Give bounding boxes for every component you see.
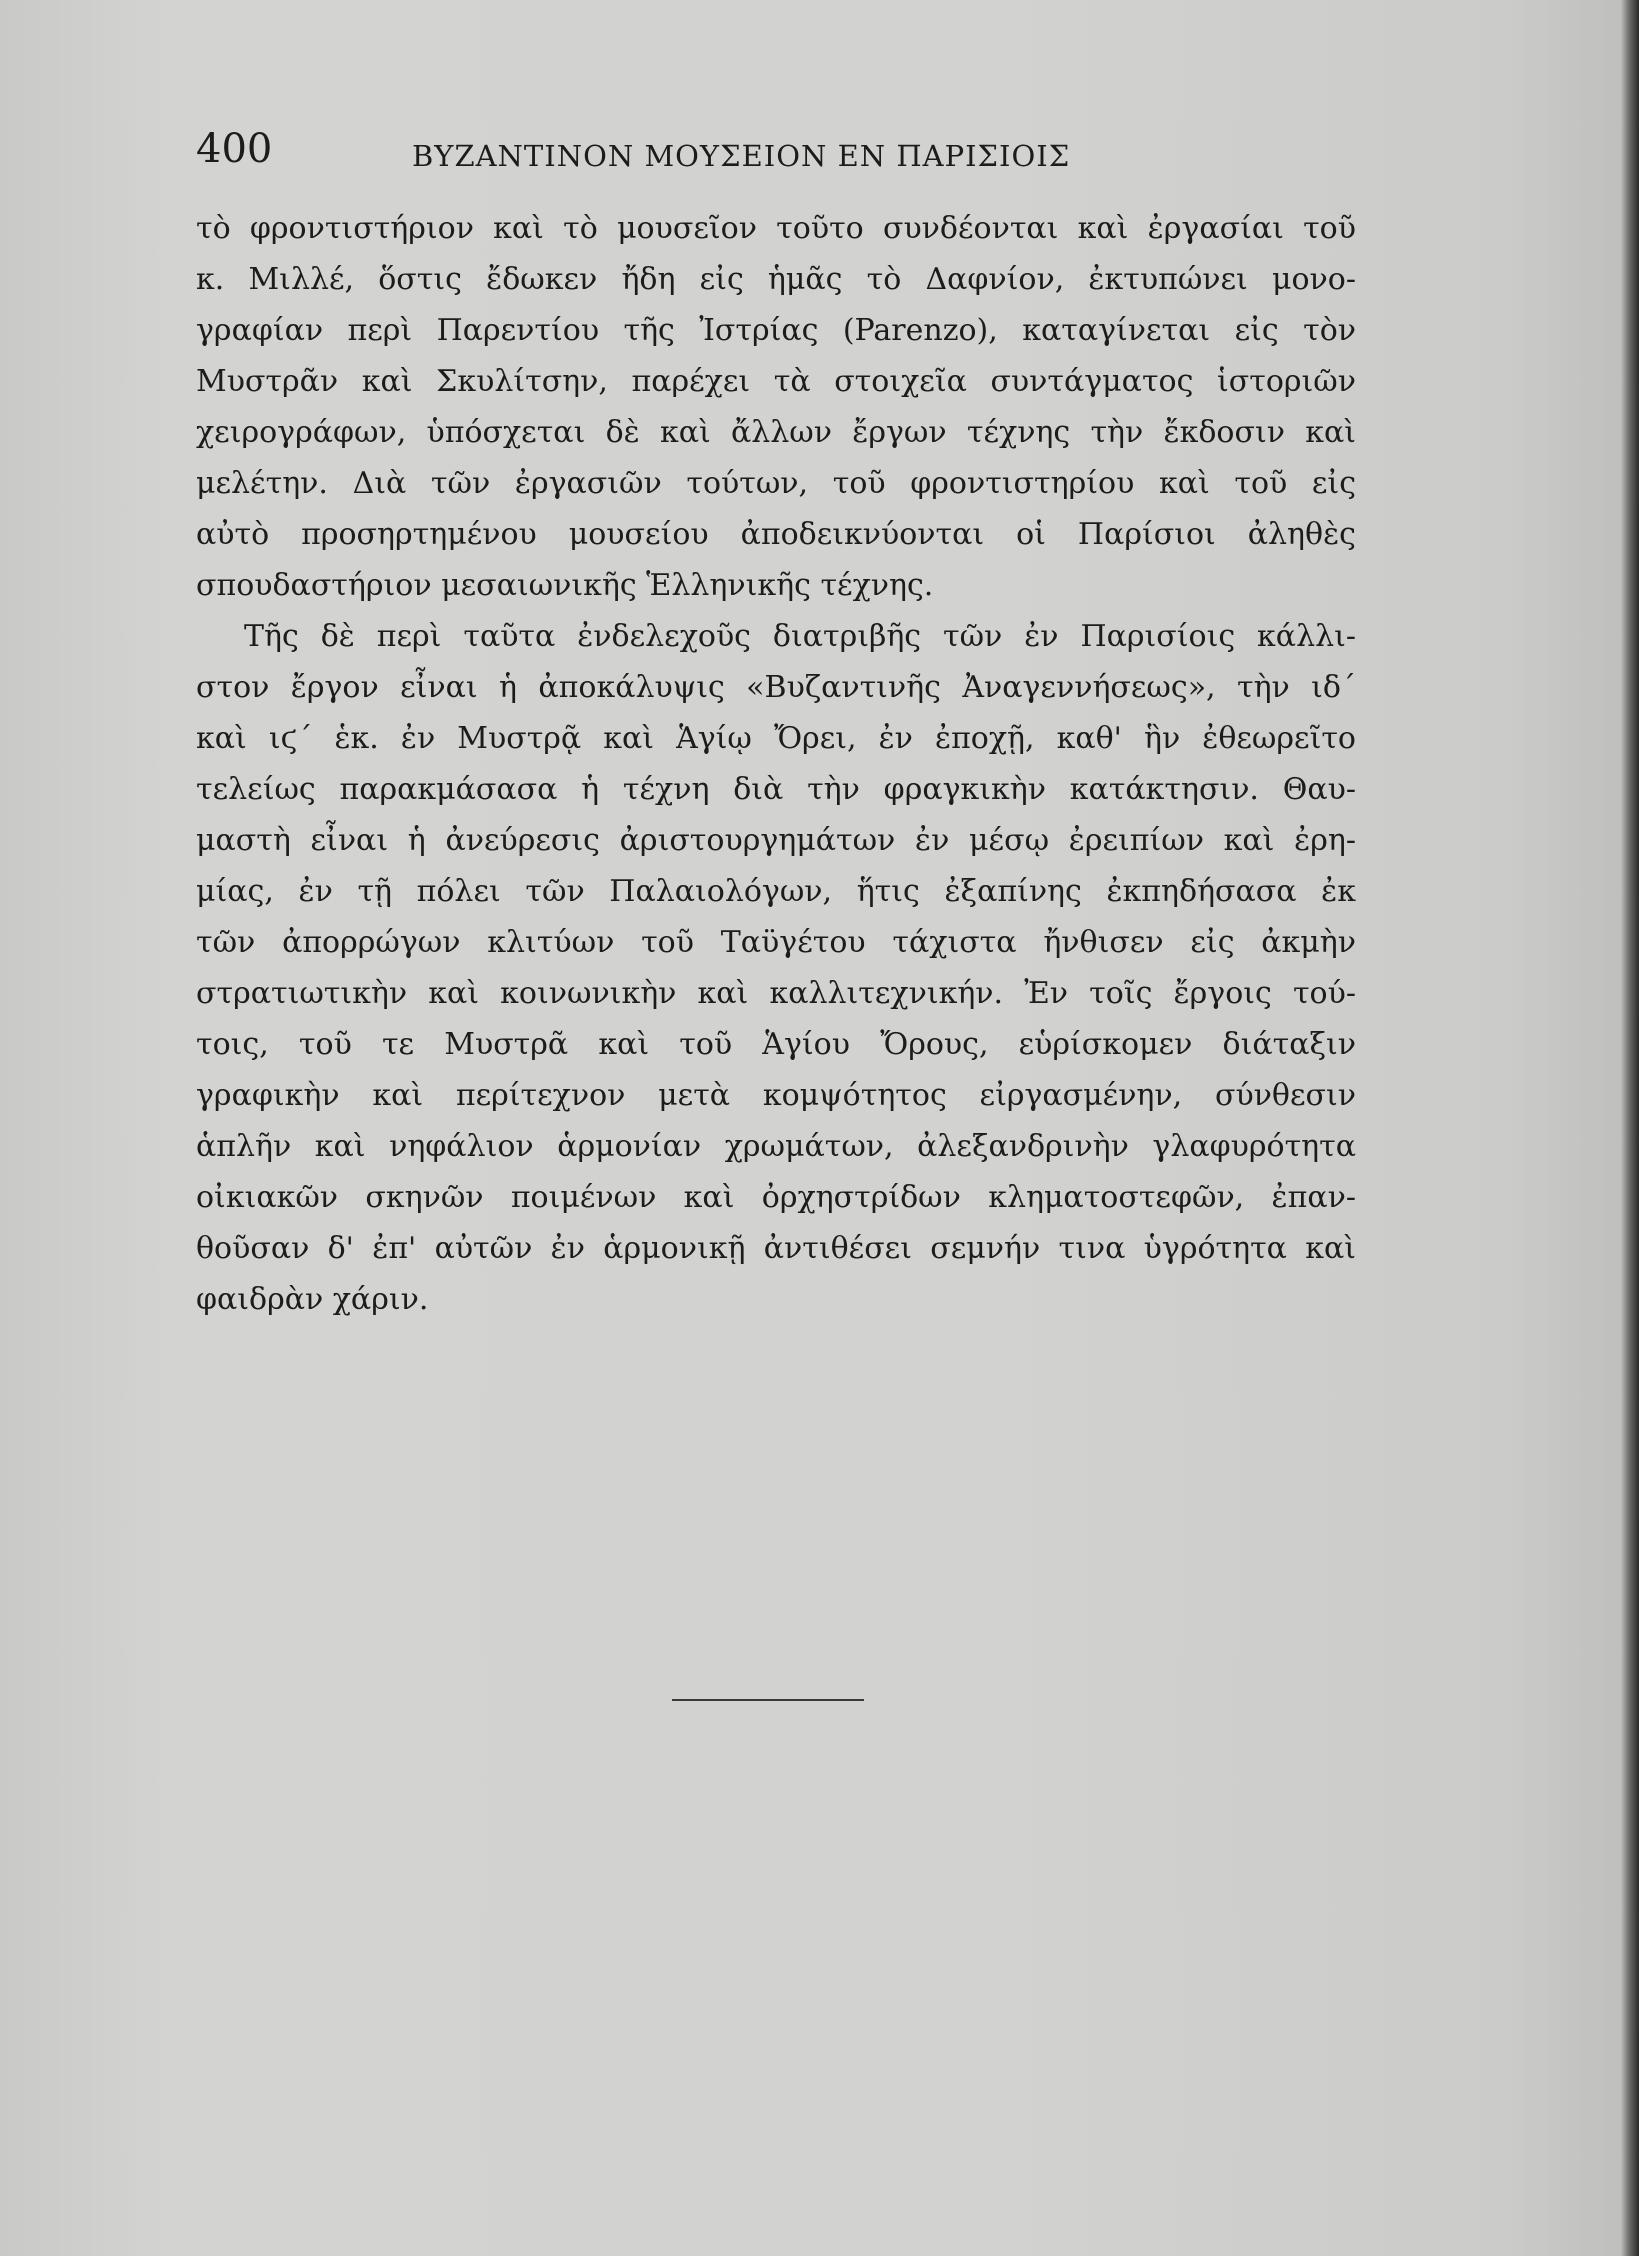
text-line: θοῦσαν δ' ἐπ' αὐτῶν ἐν ἁρμονικῇ ἀντιθέσει σεμνήν τινα ὑγρότητα καὶ: [196, 1231, 1356, 1266]
page-number: 400: [196, 126, 273, 172]
text-line: οἰκιακῶν σκηνῶν ποιμένων καὶ ὀρχηστρίδων κληματοστεφῶν, ἐπαν-: [196, 1180, 1356, 1215]
text-line: στον ἔργον εἶναι ἡ ἀποκάλυψις «Βυζαντινῆς Ἀναγεννήσεως», τὴν ιδ´: [196, 670, 1356, 705]
text-line: Μυστρᾶν καὶ Σκυλίτσην, παρέχει τὰ στοιχεῖα συντάγματος ἱστοριῶν: [196, 364, 1356, 399]
text-line: τελείως παρακμάσασα ἡ τέχνη διὰ τὴν φραγκικὴν κατάκτησιν. Θαυ-: [196, 772, 1356, 807]
section-end-rule: [672, 1699, 864, 1701]
text-line: γραφίαν περὶ Παρεντίου τῆς Ἰστρίας (Parenzo), καταγίνεται εἰς τὸν: [196, 313, 1356, 348]
text-line: σπουδαστήριον μεσαιωνικῆς Ἑλληνικῆς τέχνης.: [196, 568, 934, 603]
text-line: κ. Μιλλέ, ὅστις ἔδωκεν ἤδη εἰς ἡμᾶς τὸ Δαφνίον, ἐκτυπώνει μονο-: [196, 262, 1356, 297]
running-title: ΒΥΖΑΝΤΙΝΟΝ ΜΟΥΣΕΙΟΝ ΕΝ ΠΑΡΙΣΙΟΙΣ: [412, 139, 1071, 173]
text-line: φαιδρὰν χάριν.: [196, 1282, 429, 1317]
text-line: χειρογράφων, ὑπόσχεται δὲ καὶ ἄλλων ἔργων τέχνης τὴν ἔκδοσιν καὶ: [196, 415, 1356, 450]
text-line: γραφικὴν καὶ περίτεχνον μετὰ κομψότητος εἰργασμένην, σύνθεσιν: [196, 1078, 1356, 1113]
paragraph-2: [196, 611, 1356, 1325]
text-line: μίας, ἐν τῇ πόλει τῶν Παλαιολόγων, ἥτις ἐξαπίνης ἐκπηδήσασα ἐκ: [196, 874, 1356, 909]
text-line: τοις, τοῦ τε Μυστρᾶ καὶ τοῦ Ἁγίου Ὄρους, εὑρίσκομεν διάταξιν: [196, 1027, 1356, 1062]
paragraph-1: [196, 203, 1356, 611]
text-line: Τῆς δὲ περὶ ταῦτα ἐνδελεχοῦς διατριβῆς τῶν ἐν Παρισίοις κάλλι-: [244, 619, 1356, 654]
text-line: αὐτὸ προσηρτημένου μουσείου ἀποδεικνύονται οἱ Παρίσιοι ἀληθὲς: [196, 517, 1356, 552]
text-line: μαστὴ εἶναι ἡ ἀνεύρεσις ἀριστουργημάτων ἐν μέσῳ ἐρειπίων καὶ ἐρη-: [196, 823, 1356, 858]
body-text: [196, 203, 1356, 1325]
text-line: τῶν ἀπορρώγων κλιτύων τοῦ Ταϋγέτου τάχιστα ἤνθισεν εἰς ἀκμὴν: [196, 925, 1356, 960]
text-line: μελέτην. Διὰ τῶν ἐργασιῶν τούτων, τοῦ φροντιστηρίου καὶ τοῦ εἰς: [196, 466, 1356, 501]
page-header: [196, 124, 1376, 184]
page-edge-shadow: [1621, 0, 1639, 2256]
text-line: τὸ φροντιστήριον καὶ τὸ μουσεῖον τοῦτο συνδέονται καὶ ἐργασίαι τοῦ: [196, 211, 1356, 246]
text-line: ἁπλῆν καὶ νηφάλιον ἁρμονίαν χρωμάτων, ἀλεξανδρινὴν γλαφυρότητα: [196, 1129, 1356, 1164]
text-line: στρατιωτικὴν καὶ κοινωνικὴν καὶ καλλιτεχνικήν. Ἐν τοῖς ἔργοις τού-: [196, 976, 1356, 1011]
text-line: καὶ ιϛ´ ἑκ. ἐν Μυστρᾷ καὶ Ἁγίῳ Ὄρει, ἐν ἐποχῇ, καθ' ἣν ἐθεωρεῖτο: [196, 721, 1356, 756]
